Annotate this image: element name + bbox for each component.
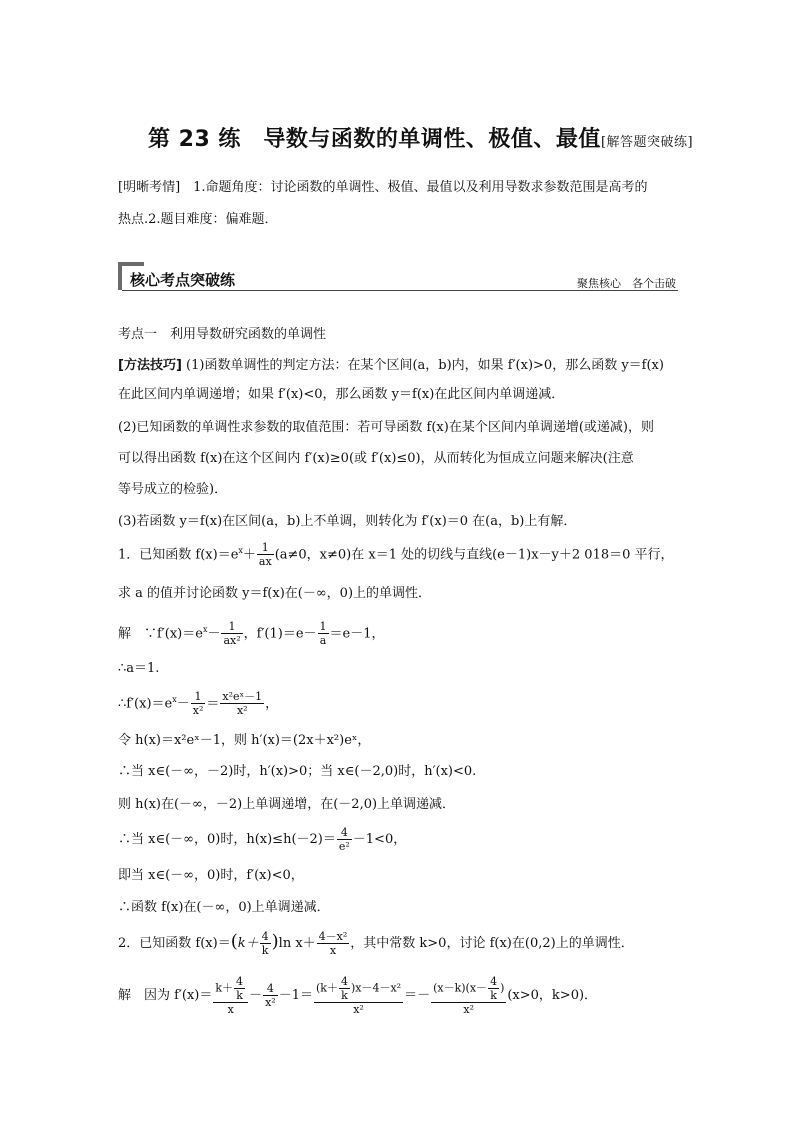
p1-solution-5: ∴当 x∈(－∞，－2)时，h′(x)>0；当 x∈(－2,0)时，h′(x)<0. <box>118 764 477 779</box>
p2-sol-pre: 解 因为 f′(x)＝ <box>118 988 213 1003</box>
s1-pre: 解 ∵f′(x)＝e <box>118 626 203 642</box>
banner-rule <box>122 290 678 291</box>
p1-solution-2: ∴a＝1. <box>118 661 160 676</box>
frac-num: 4 <box>490 975 498 988</box>
intro-line-2: 热点.2.题目难度：偏难题． <box>118 212 278 227</box>
frac-k-plus-4k-over-x <box>213 975 248 1016</box>
method-line-1 <box>118 356 664 376</box>
frac-den: e² <box>338 840 350 853</box>
p2-stem-pre: 2．已知函数 f(x)＝ <box>118 936 231 951</box>
frac-x2ex-over-x2 <box>220 690 264 717</box>
p1-solution-8: 即当 x∈(－∞，0)时，f′(x)<0， <box>118 868 304 883</box>
banner-subtitle: 聚焦核心 各个击破 <box>577 277 676 290</box>
frac-1-over-ax2 <box>221 620 242 647</box>
s1-post: ＝e－1， <box>329 626 385 642</box>
frac-4-minus-x2-over-x <box>317 930 350 957</box>
frac-1-over-ax <box>257 541 274 568</box>
page-title <box>148 122 693 153</box>
section-heading: 考点一 利用导数研究函数的单调性 <box>118 327 327 342</box>
frac-den: x² <box>192 704 204 718</box>
frac-num: (x－k)(x－ $\frac{4}{k}$ ) <box>433 975 505 1002</box>
section-banner <box>118 262 678 292</box>
problem2-stem: 2．已知函数 f(x)＝(k＋ $\frac{4}{k}$ )ln x＋ $\frac{\text{4－x²}}{x}$ ，其中常数 k>0，讨论 f(x)在(0,2)上的单调性． <box>118 930 634 957</box>
problem2-solution: 解 因为 f′(x)＝ k＋ $\frac{4}{k}$ x － $\frac{4}{\text{x²}}$ －1＝ (k＋ $\frac{4}{k}$ )x－4－x² x² ＝－ (x－k)(x－ $\frac{4}{k}$ ) x² (x>0，k>0)． <box>118 975 598 1016</box>
method-line-3: (2)已知函数的单调性求参数的取值范围：若可导函数 f(x)在某个区间内单调递增(或递减)，则 <box>118 420 654 435</box>
frac-num: 4 <box>236 975 244 988</box>
frac-4-over-e2 <box>337 826 352 853</box>
frac-den: ax <box>258 555 272 569</box>
frac-den: a <box>319 634 327 648</box>
frac-den: k <box>490 989 497 1002</box>
frac-big-numerator <box>314 975 403 1016</box>
frac-num: 4 <box>337 826 352 840</box>
frac-4-over-k-inner-2 <box>339 975 350 1002</box>
title-main: 第 23 练 导数与函数的单调性、极值、最值 <box>148 127 601 152</box>
equals-neg: ＝－ <box>404 988 431 1003</box>
frac-factored <box>431 975 506 1016</box>
method-line-6: (3)若函数 y＝f(x)在区间(a，b)上不单调，则转化为 f′(x)＝0 在(a，b)上有解． <box>118 514 577 529</box>
frac-num: 1 <box>319 620 327 634</box>
frac-den: x <box>329 944 337 957</box>
frac-1-over-x2 <box>191 690 206 717</box>
p1-stem-pre: 1．已知函数 f(x)＝e <box>118 547 239 563</box>
frac-1-over-a <box>318 620 329 647</box>
frac-num-k: k＋ <box>215 981 234 995</box>
method-tag: [方法技巧] <box>118 358 182 373</box>
x-minus-k: (x－k) <box>433 981 466 995</box>
frac-den: x² <box>265 996 276 1009</box>
frac-den: x² <box>236 704 248 718</box>
frac-num: 4－x² <box>318 930 348 943</box>
frac-num <box>213 975 248 1003</box>
frac-den: x <box>227 1003 234 1016</box>
frac-num: 1 <box>191 690 206 704</box>
frac-num: 4 <box>263 982 278 996</box>
method-1a: (1)函数单调性的判定方法：在某个区间(a，b)内，如果 f′(x)>0，那么函数 y＝f(x) <box>186 358 664 373</box>
p2-sol-post: (x>0，k>0)． <box>507 988 598 1003</box>
title-tag: [解答题突破练] <box>600 135 694 150</box>
frac-num: 4 <box>340 975 348 988</box>
paren-close: ) <box>350 981 356 995</box>
s7-pre: ∴当 x∈(－∞，0)时，h(x)≤h(－2)＝ <box>118 832 336 847</box>
s1-mid: ，f′(1)＝e－ <box>243 626 317 642</box>
p1-solution-6: 则 h(x)在(－∞，－2)上单调递增，在(－2,0)上单调递减． <box>118 797 456 812</box>
p2-stem-post: ，其中常数 k>0，讨论 f(x)在(0,2)上的单调性． <box>350 936 634 951</box>
method-line-5: 等号成立的检验)． <box>118 482 228 497</box>
method-line-2: 在此区间内单调递增；如果 f′(x)<0，那么函数 y＝f(x)在此区间内单调递减． <box>118 387 565 402</box>
p1-solution-4: 令 h(x)＝x²eˣ－1，则 h′(x)＝(2x＋x²)eˣ， <box>118 733 371 748</box>
frac-den: k <box>261 944 269 957</box>
frac-den: x² <box>463 1003 475 1016</box>
p1-solution-1: 解 $\because f'(x)=e^x-$ $\frac{1}{\text{ax²}}$ ，f′(1)＝e－ $\frac{1}{a}$ ＝e－1， <box>118 620 385 648</box>
p1-solution-7 <box>118 826 406 853</box>
problem1-stem-b: 求 a 的值并讨论函数 y＝f(x)在(－∞，0)上的单调性． <box>118 586 432 601</box>
x-minus: x－ <box>469 981 488 995</box>
frac-den: k <box>341 989 348 1002</box>
problem1-stem-a: 1．已知函数 $f(x)=e^x+$ $\frac{1}{ax}$ (a≠0，x≠0)在 x＝1 处的切线与直线(e－1)x－y＋2 018＝0 平行， <box>118 541 674 569</box>
frac-den: ax² <box>223 634 241 648</box>
frac-num: 4 <box>261 930 269 943</box>
intro-line-1: [明晰考情] 1.命题角度：讨论函数的单调性、极值、最值以及利用导数求参数范围是高考的 <box>118 180 648 195</box>
method-line-4: 可以得出函数 f(x)在这个区间内 f′(x)≥0(或 f′(x)≤0)，从而转化为恒成立问题来解决(注意 <box>118 451 634 466</box>
p1-solution-3: $\therefore f'(x)=e^x-$ $\frac{1}{\text{x²}}$ ＝ $\frac{\text{x²eˣ－1}}{\text{x²}}$ ， <box>118 690 279 718</box>
p1-solution-9: ∴函数 f(x)在(－∞，0)上单调递减． <box>118 900 330 915</box>
s7-post: －1<0， <box>352 832 407 847</box>
s3-post: ， <box>265 696 279 712</box>
s3-pre: ∴f′(x)＝e <box>118 696 173 712</box>
frac-den: k <box>236 989 243 1002</box>
frac-num: x²eˣ－1 <box>222 690 263 704</box>
banner-bracket-vertical <box>118 262 122 290</box>
p2-stem-mid: ln x＋ <box>278 936 316 951</box>
frac-4-over-k-inner-3 <box>488 975 499 1002</box>
banner-label: 核心考点突破练 <box>130 271 236 289</box>
frac-4-over-k-inner <box>234 975 245 1002</box>
frac-den: x² <box>353 1003 364 1016</box>
frac-4-over-x2 <box>263 982 278 1009</box>
p1-stem-post: (a≠0，x≠0)在 x＝1 处的切线与直线(e－1)x－y＋2 018＝0 平行， <box>274 547 674 563</box>
banner-bracket-horizontal <box>118 262 144 266</box>
frac-num: 1 <box>257 541 274 555</box>
minus-one: －1 <box>278 988 300 1003</box>
frac-num: 1 <box>221 620 242 634</box>
numbig: x－4－x² <box>355 981 402 995</box>
k-paren-open: (k＋ <box>315 981 338 995</box>
p2-k-plus: k＋ <box>237 936 259 951</box>
frac-num <box>314 975 403 1003</box>
equals-1: ＝ <box>299 988 313 1003</box>
frac-4-over-k <box>260 930 271 957</box>
